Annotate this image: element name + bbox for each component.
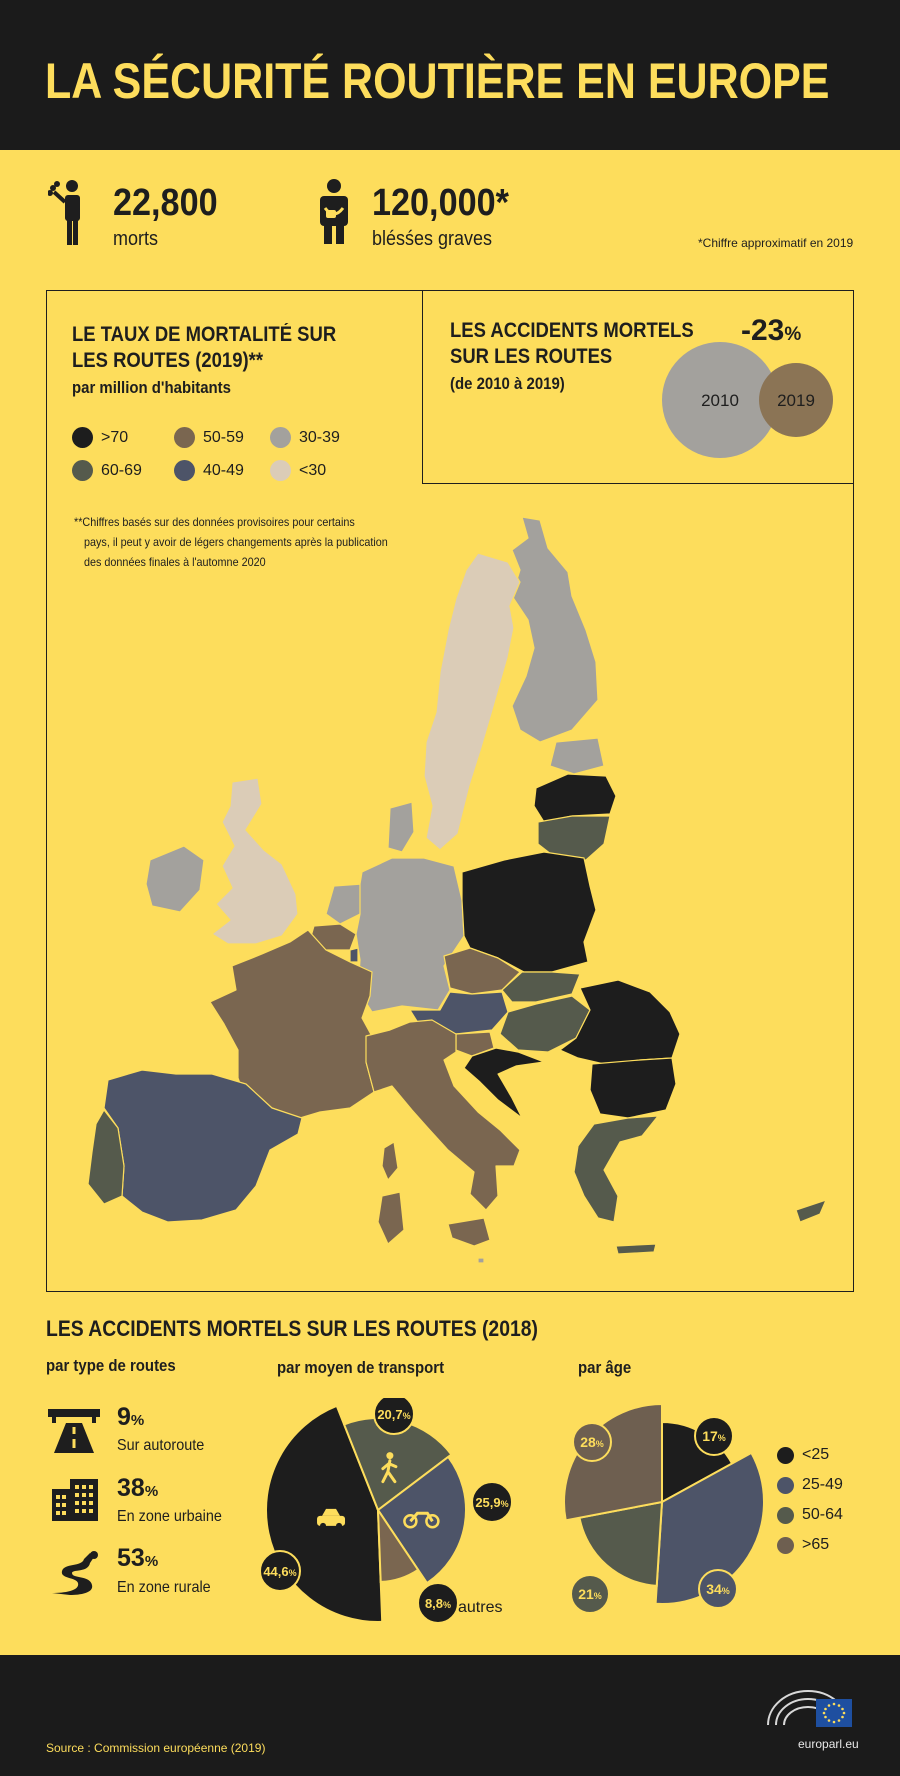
country-luxembourg	[350, 948, 358, 962]
legend-dot	[777, 1537, 794, 1554]
winding-road-icon	[50, 1551, 100, 1595]
legend-label: >65	[802, 1536, 830, 1553]
legend-dot	[174, 460, 195, 481]
road-rural-label: En zone rurale	[117, 1579, 211, 1596]
age-legend-50-64	[777, 1506, 843, 1524]
country-estonia	[550, 738, 604, 774]
badge-car	[260, 1551, 300, 1591]
legend-item-60-69	[72, 460, 142, 481]
change-title-line2: SUR LES ROUTES	[450, 345, 613, 368]
legend-label: 50-59	[203, 428, 244, 446]
footer	[0, 1655, 900, 1776]
label-2019: 2019	[777, 391, 815, 410]
badge-other	[418, 1583, 458, 1623]
road-urban-pct	[117, 1474, 158, 1503]
legend-dot	[270, 460, 291, 481]
legend-dot	[174, 427, 195, 448]
age-pie-chart	[550, 1388, 770, 1620]
road-urban-label: En zone urbaine	[117, 1508, 222, 1525]
change-number: -23	[741, 314, 785, 347]
country-ireland	[146, 846, 204, 912]
legend-dot	[72, 460, 93, 481]
badge-text: 8,8%	[424, 1596, 452, 1611]
car-wheel	[320, 1523, 326, 1529]
page-title: LA SÉCURITÉ ROUTIÈRE EN EUROPE	[45, 53, 830, 109]
age-legend-lt25	[777, 1446, 829, 1464]
road-motorway-label: Sur autoroute	[117, 1437, 205, 1454]
legend-item-gt70	[72, 427, 128, 448]
map-title-line1: LE TAUX DE MORTALITÉ SUR	[72, 323, 337, 346]
legend-item-lt30	[270, 460, 326, 481]
legend-label: 25-49	[802, 1476, 843, 1493]
badge-text: 20,7%	[377, 1407, 411, 1422]
label-2010: 2010	[701, 391, 739, 410]
by-road-heading: par type de routes	[46, 1356, 176, 1375]
deaths-label: morts	[113, 228, 158, 250]
legend-label: 30-39	[299, 428, 340, 446]
badge-text: 17%	[702, 1428, 726, 1444]
road-rural-pct	[117, 1544, 158, 1573]
country-sweden	[424, 553, 520, 850]
european-parliament-logo-icon	[764, 1685, 856, 1731]
legend-item-40-49	[174, 460, 244, 481]
country-netherlands	[326, 884, 362, 924]
legend-label: 40-49	[203, 461, 244, 479]
injured-label: blésśes graves	[372, 228, 493, 250]
by-age-heading: par âge	[578, 1358, 632, 1377]
age-badge-0	[695, 1417, 733, 1455]
road-pct-unit: %	[130, 1412, 145, 1429]
ped-head	[386, 1452, 393, 1459]
legend-label: <25	[802, 1446, 830, 1463]
change-title-line1: LES ACCIDENTS MORTELS	[450, 319, 694, 342]
age-slice-3	[564, 1404, 662, 1520]
road-pct-value: 38	[117, 1474, 145, 1502]
age-badge-2	[571, 1575, 609, 1613]
map-subtitle: par million d'habitants	[72, 378, 231, 397]
legend-label: >70	[101, 428, 129, 446]
injured-person-icon	[316, 178, 352, 246]
badge-motorcycle	[472, 1482, 512, 1522]
legend-dot	[777, 1447, 794, 1464]
legend-label: 60-69	[101, 461, 142, 479]
change-subtitle: (de 2010 à 2019)	[450, 374, 565, 393]
map-note-line1: **Chiffres basés sur des données provisoires pour certains	[74, 515, 355, 529]
country-germany	[356, 858, 464, 1012]
road-pct-value: 9	[117, 1403, 131, 1431]
stats-footnote: *Chiffre approximatif en 2019	[698, 236, 854, 250]
legend-item-50-59	[174, 427, 244, 448]
country-uk	[212, 778, 298, 944]
country-denmark	[388, 802, 414, 852]
country-corsica	[382, 1142, 398, 1180]
injured-value: 120,000*	[372, 182, 509, 224]
legend-item-30-39	[270, 427, 340, 448]
legend-dot	[270, 427, 291, 448]
age-badge-3	[573, 1423, 611, 1461]
road-motorway-pct	[117, 1403, 144, 1432]
road-pct-unit: %	[144, 1553, 159, 1570]
country-greece	[574, 1116, 658, 1222]
country-bulgaria	[590, 1058, 676, 1118]
change-unit: %	[784, 324, 802, 345]
badge-pedestrian	[374, 1398, 414, 1434]
age-badge-1	[699, 1570, 737, 1608]
change-circles	[660, 340, 835, 460]
map-note-line3: des données finales à l'automne 2020	[84, 555, 266, 569]
header-banner	[0, 0, 900, 150]
country-sicily	[448, 1218, 490, 1246]
country-finland	[512, 517, 598, 742]
country-croatia	[464, 1048, 544, 1118]
road-pct-unit: %	[144, 1483, 159, 1500]
badge-text: 28%	[580, 1434, 604, 1450]
transport-pie-chart	[258, 1398, 518, 1630]
badge-text: 44,6%	[263, 1564, 297, 1579]
legend-dot	[777, 1507, 794, 1524]
country-sardinia	[378, 1192, 404, 1244]
country-malta	[478, 1258, 484, 1263]
site-url: europarl.eu	[798, 1737, 859, 1751]
country-cyprus	[796, 1200, 826, 1222]
road-pct-value: 53	[117, 1544, 145, 1572]
building-icon	[52, 1479, 98, 1521]
age-legend-gt65	[777, 1536, 829, 1554]
badge-text: 21%	[578, 1586, 602, 1602]
by-transport-heading: par moyen de transport	[277, 1358, 445, 1377]
legend-dot	[777, 1477, 794, 1494]
source-text: Source : Commission européenne (2019)	[46, 1741, 266, 1755]
breakdown-title: LES ACCIDENTS MORTELS SUR LES ROUTES (2018)	[46, 1316, 538, 1341]
motorway-icon	[48, 1409, 100, 1453]
legend-label: <30	[299, 461, 327, 479]
map-title-line2: LES ROUTES (2019)**	[72, 349, 264, 372]
person-flowers-icon	[48, 178, 90, 248]
badge-text: 25,9%	[475, 1495, 509, 1510]
map-note-line2: pays, il peut y avoir de légers changements après la publication	[84, 535, 388, 549]
badge-text: 34%	[706, 1581, 730, 1597]
legend-dot	[72, 427, 93, 448]
age-legend-25-49	[777, 1476, 843, 1494]
legend-label: 50-64	[802, 1506, 843, 1523]
deaths-value: 22,800	[113, 182, 218, 224]
europe-map	[60, 500, 850, 1280]
transport-other-label: autres	[458, 1599, 503, 1616]
country-latvia	[534, 774, 616, 822]
country-crete	[616, 1244, 656, 1254]
car-wheel	[336, 1523, 342, 1529]
